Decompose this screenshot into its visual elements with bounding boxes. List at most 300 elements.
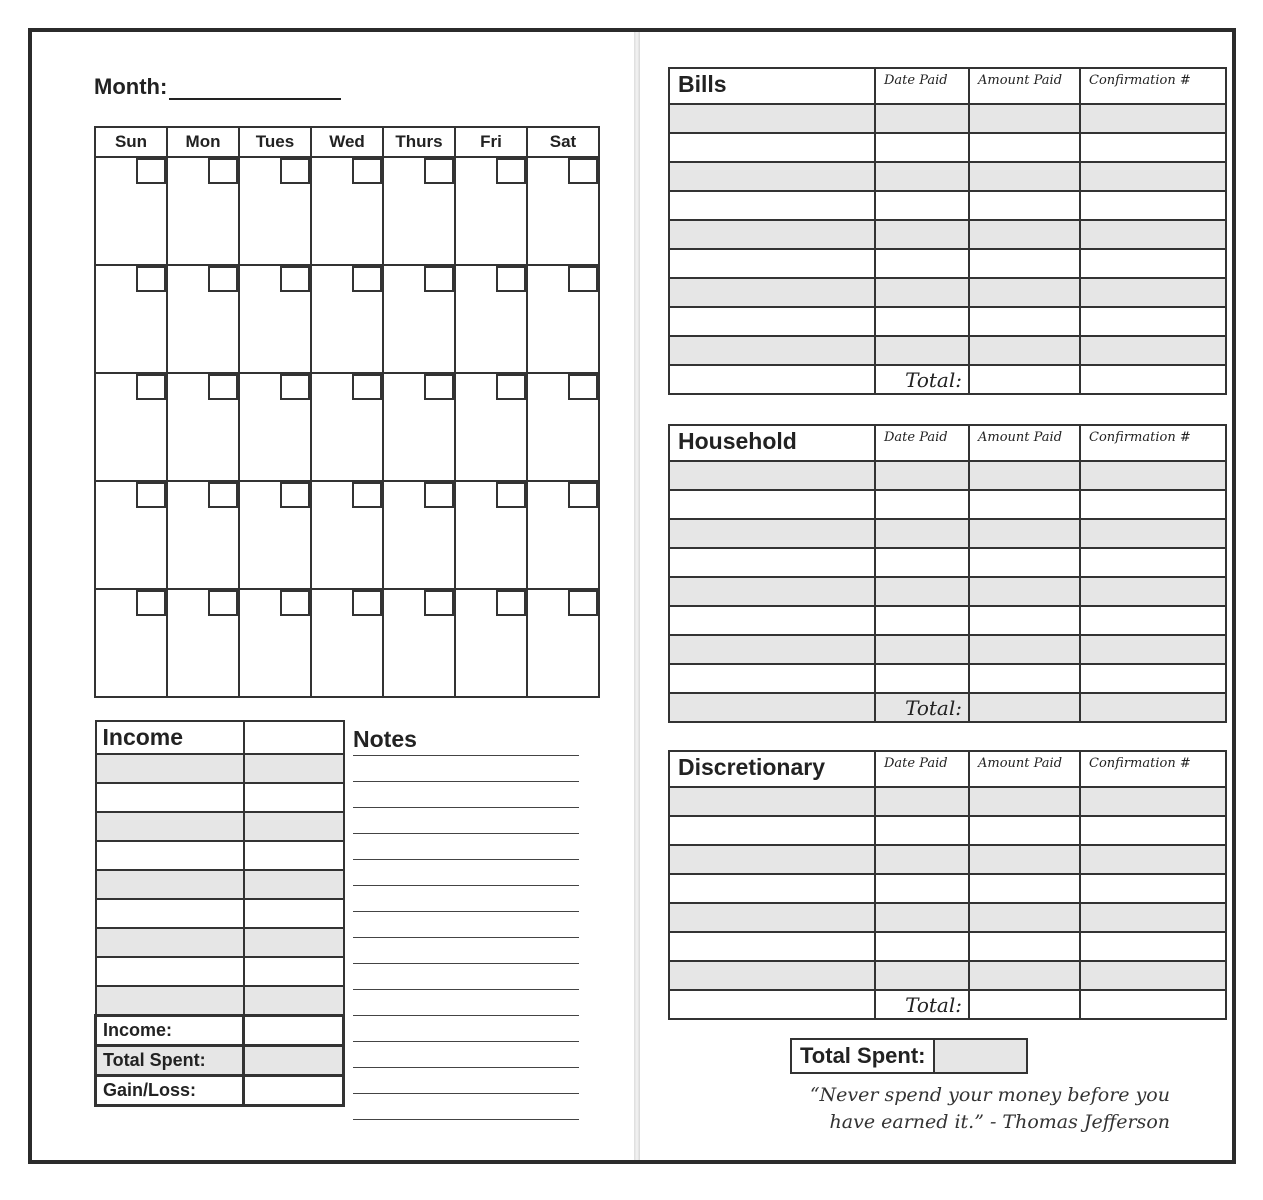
- expense-name-cell[interactable]: [669, 874, 875, 903]
- day-header-sun: Sun: [95, 127, 167, 157]
- household-total-label: Total:: [875, 693, 969, 722]
- notes-line[interactable]: [353, 1094, 579, 1120]
- household-row: [669, 635, 1226, 664]
- date-number-box[interactable]: [136, 590, 166, 616]
- date-number-box[interactable]: [352, 590, 382, 616]
- bill-row: [669, 278, 1226, 307]
- household-row: [669, 606, 1226, 635]
- household-title: Household: [669, 425, 875, 461]
- date-paid-cell[interactable]: [875, 278, 969, 307]
- date-number-box[interactable]: [568, 266, 598, 292]
- bill-name-cell[interactable]: [669, 249, 875, 278]
- calendar-day-cell[interactable]: [455, 373, 527, 481]
- date-paid-cell[interactable]: [875, 664, 969, 693]
- calendar-day-cell[interactable]: [239, 481, 311, 589]
- date-number-box[interactable]: [424, 158, 454, 184]
- spent-total-label: Total Spent:: [96, 1046, 244, 1076]
- calendar-day-cell[interactable]: [167, 157, 239, 265]
- calendar-day-cell[interactable]: [383, 589, 455, 697]
- date-number-box[interactable]: [352, 482, 382, 508]
- date-paid-cell[interactable]: [875, 220, 969, 249]
- date-number-box[interactable]: [208, 482, 238, 508]
- date-number-box[interactable]: [496, 374, 526, 400]
- income-header-blank: [244, 721, 344, 754]
- month-label: Month:: [94, 74, 168, 99]
- date-number-box[interactable]: [136, 482, 166, 508]
- income-source-cell[interactable]: [96, 841, 244, 870]
- confirmation-cell[interactable]: [1080, 162, 1226, 191]
- amount-paid-cell[interactable]: [969, 162, 1080, 191]
- calendar-week: [95, 373, 599, 481]
- household-row: [669, 461, 1226, 490]
- date-paid-cell[interactable]: [875, 191, 969, 220]
- calendar-day-cell[interactable]: [95, 481, 167, 589]
- amount-paid-cell[interactable]: [969, 845, 1080, 874]
- notes-line[interactable]: [353, 808, 579, 834]
- discretionary-table: [668, 750, 1227, 1020]
- date-paid-cell[interactable]: [875, 249, 969, 278]
- date-number-box[interactable]: [424, 482, 454, 508]
- discretionary-row: [669, 845, 1226, 874]
- expense-name-cell[interactable]: [669, 961, 875, 990]
- quote-line-1: “Never spend your money before you: [809, 1084, 1170, 1106]
- date-number-box[interactable]: [424, 266, 454, 292]
- amount-paid-cell[interactable]: [969, 635, 1080, 664]
- discretionary-row: [669, 932, 1226, 961]
- date-number-box[interactable]: [496, 266, 526, 292]
- expense-name-cell[interactable]: [669, 519, 875, 548]
- date-number-box[interactable]: [352, 158, 382, 184]
- date-paid-cell[interactable]: [875, 635, 969, 664]
- calendar-day-cell[interactable]: [239, 373, 311, 481]
- confirmation-cell[interactable]: [1080, 104, 1226, 133]
- expense-name-cell[interactable]: [669, 816, 875, 845]
- discretionary-total-label: Total:: [875, 990, 969, 1019]
- notes-line[interactable]: [353, 782, 579, 808]
- confirmation-cell[interactable]: [1080, 903, 1226, 932]
- calendar-day-cell[interactable]: [383, 157, 455, 265]
- income-row: [96, 957, 344, 986]
- confirmation-cell[interactable]: [1080, 307, 1226, 336]
- income-source-cell[interactable]: [96, 928, 244, 957]
- expense-name-cell[interactable]: [669, 548, 875, 577]
- date-paid-cell[interactable]: [875, 787, 969, 816]
- expense-name-cell[interactable]: [669, 932, 875, 961]
- day-header-fri: Fri: [455, 127, 527, 157]
- calendar-day-cell[interactable]: [95, 265, 167, 373]
- notes-line[interactable]: [353, 964, 579, 990]
- date-number-box[interactable]: [568, 374, 598, 400]
- calendar-day-cell[interactable]: [527, 373, 599, 481]
- date-number-box[interactable]: [496, 482, 526, 508]
- confirmation-cell[interactable]: [1080, 932, 1226, 961]
- income-amount-cell[interactable]: [244, 783, 344, 812]
- quote-line-2: have earned it.” - Thomas Jefferson: [829, 1111, 1170, 1133]
- date-paid-cell[interactable]: [875, 133, 969, 162]
- calendar-day-cell[interactable]: [311, 589, 383, 697]
- amount-paid-cell[interactable]: [969, 787, 1080, 816]
- income-amount-cell[interactable]: [244, 754, 344, 783]
- notes-line[interactable]: [353, 912, 579, 938]
- notes-line[interactable]: [353, 1016, 579, 1042]
- calendar-day-cell[interactable]: [311, 157, 383, 265]
- confirmation-cell[interactable]: [1080, 635, 1226, 664]
- expense-name-cell[interactable]: [669, 606, 875, 635]
- income-source-cell[interactable]: [96, 812, 244, 841]
- day-header-thurs: Thurs: [383, 127, 455, 157]
- confirmation-header: Confirmation #: [1080, 751, 1226, 787]
- amount-paid-cell[interactable]: [969, 307, 1080, 336]
- date-paid-header: Date Paid: [875, 751, 969, 787]
- calendar-day-cell[interactable]: [527, 265, 599, 373]
- date-number-box[interactable]: [136, 374, 166, 400]
- calendar-day-cell[interactable]: [527, 157, 599, 265]
- day-header-sat: Sat: [527, 127, 599, 157]
- bill-row: [669, 249, 1226, 278]
- income-row: [96, 754, 344, 783]
- date-paid-cell[interactable]: [875, 548, 969, 577]
- household-total-extra-cell[interactable]: [1080, 693, 1226, 722]
- bills-total-extra-cell[interactable]: [1080, 365, 1226, 394]
- date-paid-cell[interactable]: [875, 903, 969, 932]
- date-number-box[interactable]: [496, 158, 526, 184]
- calendar-day-cell[interactable]: [311, 481, 383, 589]
- calendar-day-cell[interactable]: [167, 589, 239, 697]
- calendar-day-cell[interactable]: [167, 265, 239, 373]
- notes-line[interactable]: [353, 1042, 579, 1068]
- expense-name-cell[interactable]: [669, 787, 875, 816]
- notes-line[interactable]: [353, 834, 579, 860]
- calendar-day-cell[interactable]: [167, 373, 239, 481]
- income-source-cell[interactable]: [96, 899, 244, 928]
- calendar-day-cell[interactable]: [167, 481, 239, 589]
- bill-row: [669, 104, 1226, 133]
- notes-line[interactable]: [353, 756, 579, 782]
- amount-paid-cell[interactable]: [969, 816, 1080, 845]
- notes-line[interactable]: [353, 938, 579, 964]
- date-paid-cell[interactable]: [875, 845, 969, 874]
- amount-paid-header: Amount Paid: [969, 425, 1080, 461]
- confirmation-cell[interactable]: [1080, 191, 1226, 220]
- amount-paid-cell[interactable]: [969, 461, 1080, 490]
- income-amount-cell[interactable]: [244, 841, 344, 870]
- month-input-line[interactable]: [169, 78, 341, 100]
- confirmation-cell[interactable]: [1080, 490, 1226, 519]
- amount-paid-cell[interactable]: [969, 606, 1080, 635]
- date-paid-header: Date Paid: [875, 68, 969, 104]
- date-number-box[interactable]: [496, 590, 526, 616]
- calendar-week: [95, 589, 599, 697]
- household-table: [668, 424, 1227, 723]
- income-row: [96, 928, 344, 957]
- income-total-label: Income:: [96, 1016, 244, 1046]
- date-number-box[interactable]: [568, 590, 598, 616]
- discretionary-total-blank: [669, 990, 875, 1019]
- discretionary-total-extra-cell[interactable]: [1080, 990, 1226, 1019]
- expense-name-cell[interactable]: [669, 903, 875, 932]
- planner-spread: [28, 28, 1236, 1164]
- amount-paid-cell[interactable]: [969, 133, 1080, 162]
- discretionary-row: [669, 816, 1226, 845]
- date-number-box[interactable]: [208, 266, 238, 292]
- date-number-box[interactable]: [352, 266, 382, 292]
- notes-line[interactable]: [353, 990, 579, 1016]
- day-header-wed: Wed: [311, 127, 383, 157]
- confirmation-cell[interactable]: [1080, 961, 1226, 990]
- date-paid-cell[interactable]: [875, 307, 969, 336]
- household-row: [669, 548, 1226, 577]
- bill-row: [669, 133, 1226, 162]
- expense-name-cell[interactable]: [669, 635, 875, 664]
- amount-paid-cell[interactable]: [969, 519, 1080, 548]
- calendar-week: [95, 481, 599, 589]
- calendar-header-row: [95, 127, 599, 157]
- income-row: [96, 841, 344, 870]
- confirmation-cell[interactable]: [1080, 845, 1226, 874]
- amount-paid-cell[interactable]: [969, 874, 1080, 903]
- calendar-day-cell[interactable]: [95, 157, 167, 265]
- income-amount-cell[interactable]: [244, 986, 344, 1016]
- bill-name-cell[interactable]: [669, 133, 875, 162]
- date-number-box[interactable]: [424, 374, 454, 400]
- book-spine: [634, 32, 640, 1160]
- bills-total-blank: [669, 365, 875, 394]
- household-total-blank: [669, 693, 875, 722]
- date-paid-cell[interactable]: [875, 816, 969, 845]
- income-amount-cell[interactable]: [244, 870, 344, 899]
- income-source-cell[interactable]: [96, 957, 244, 986]
- calendar-day-cell[interactable]: [239, 589, 311, 697]
- spent-total-row: [96, 1046, 344, 1076]
- confirmation-cell[interactable]: [1080, 249, 1226, 278]
- bills-total-row: [669, 365, 1226, 394]
- date-paid-cell[interactable]: [875, 336, 969, 365]
- income-row: [96, 812, 344, 841]
- amount-paid-header: Amount Paid: [969, 751, 1080, 787]
- income-row: [96, 986, 344, 1016]
- bill-name-cell[interactable]: [669, 162, 875, 191]
- amount-paid-header: Amount Paid: [969, 68, 1080, 104]
- confirmation-cell[interactable]: [1080, 606, 1226, 635]
- amount-paid-cell[interactable]: [969, 577, 1080, 606]
- gain-loss-label: Gain/Loss:: [96, 1076, 244, 1106]
- bill-name-cell[interactable]: [669, 278, 875, 307]
- confirmation-cell[interactable]: [1080, 577, 1226, 606]
- bills-title: Bills: [669, 68, 875, 104]
- bills-total-label: Total:: [875, 365, 969, 394]
- date-number-box[interactable]: [280, 374, 310, 400]
- date-number-box[interactable]: [352, 374, 382, 400]
- date-number-box[interactable]: [424, 590, 454, 616]
- calendar-day-cell[interactable]: [455, 265, 527, 373]
- expense-name-cell[interactable]: [669, 664, 875, 693]
- date-number-box[interactable]: [280, 158, 310, 184]
- calendar-day-cell[interactable]: [383, 481, 455, 589]
- income-amount-cell[interactable]: [244, 928, 344, 957]
- confirmation-cell[interactable]: [1080, 816, 1226, 845]
- bills-header-row: [669, 68, 1226, 104]
- household-row: [669, 664, 1226, 693]
- amount-paid-cell[interactable]: [969, 104, 1080, 133]
- total-spent-cell[interactable]: [934, 1039, 1027, 1073]
- notes-line[interactable]: [353, 860, 579, 886]
- discretionary-header-row: [669, 751, 1226, 787]
- date-number-box[interactable]: [568, 482, 598, 508]
- confirmation-cell[interactable]: [1080, 133, 1226, 162]
- amount-paid-cell[interactable]: [969, 220, 1080, 249]
- total-spent-row: [791, 1039, 1027, 1073]
- calendar-day-cell[interactable]: [455, 481, 527, 589]
- gain-loss-row: [96, 1076, 344, 1106]
- bill-row: [669, 336, 1226, 365]
- household-row: [669, 519, 1226, 548]
- confirmation-header: Confirmation #: [1080, 68, 1226, 104]
- total-spent-box: [790, 1038, 1028, 1074]
- date-number-box[interactable]: [208, 158, 238, 184]
- bill-row: [669, 307, 1226, 336]
- discretionary-title: Discretionary: [669, 751, 875, 787]
- income-amount-cell[interactable]: [244, 899, 344, 928]
- amount-paid-cell[interactable]: [969, 278, 1080, 307]
- date-number-box[interactable]: [136, 266, 166, 292]
- notes-section: [353, 726, 579, 1120]
- income-total-cell[interactable]: [244, 1016, 344, 1046]
- household-row: [669, 490, 1226, 519]
- income-table: [94, 720, 345, 1107]
- bill-name-cell[interactable]: [669, 104, 875, 133]
- date-paid-cell[interactable]: [875, 162, 969, 191]
- bill-name-cell[interactable]: [669, 336, 875, 365]
- date-paid-cell[interactable]: [875, 932, 969, 961]
- income-header-row: [96, 721, 344, 754]
- date-number-box[interactable]: [568, 158, 598, 184]
- income-total-row: [96, 1016, 344, 1046]
- calendar-day-cell[interactable]: [311, 265, 383, 373]
- notes-line[interactable]: [353, 1068, 579, 1094]
- date-number-box[interactable]: [208, 590, 238, 616]
- date-number-box[interactable]: [280, 482, 310, 508]
- confirmation-cell[interactable]: [1080, 336, 1226, 365]
- discretionary-row: [669, 961, 1226, 990]
- calendar-day-cell[interactable]: [95, 589, 167, 697]
- discretionary-total-row: [669, 990, 1226, 1019]
- expense-name-cell[interactable]: [669, 577, 875, 606]
- date-paid-cell[interactable]: [875, 104, 969, 133]
- bill-row: [669, 191, 1226, 220]
- calendar-day-cell[interactable]: [239, 265, 311, 373]
- calendar-day-cell[interactable]: [383, 265, 455, 373]
- amount-paid-cell[interactable]: [969, 191, 1080, 220]
- bill-name-cell[interactable]: [669, 220, 875, 249]
- confirmation-cell[interactable]: [1080, 874, 1226, 903]
- household-row: [669, 577, 1226, 606]
- date-paid-cell[interactable]: [875, 519, 969, 548]
- date-number-box[interactable]: [280, 590, 310, 616]
- gain-loss-cell[interactable]: [244, 1076, 344, 1106]
- day-header-mon: Mon: [167, 127, 239, 157]
- income-row: [96, 783, 344, 812]
- confirmation-cell[interactable]: [1080, 220, 1226, 249]
- amount-paid-cell[interactable]: [969, 961, 1080, 990]
- confirmation-cell[interactable]: [1080, 664, 1226, 693]
- confirmation-cell[interactable]: [1080, 278, 1226, 307]
- calendar-week: [95, 265, 599, 373]
- confirmation-header: Confirmation #: [1080, 425, 1226, 461]
- amount-paid-cell[interactable]: [969, 932, 1080, 961]
- date-paid-cell[interactable]: [875, 606, 969, 635]
- bills-table: [668, 67, 1227, 395]
- bill-name-cell[interactable]: [669, 191, 875, 220]
- household-header-row: [669, 425, 1226, 461]
- calendar-day-cell[interactable]: [95, 373, 167, 481]
- income-title: Income: [96, 721, 244, 754]
- bill-name-cell[interactable]: [669, 307, 875, 336]
- amount-paid-cell[interactable]: [969, 336, 1080, 365]
- date-paid-cell[interactable]: [875, 490, 969, 519]
- income-row: [96, 870, 344, 899]
- income-source-cell[interactable]: [96, 870, 244, 899]
- date-paid-header: Date Paid: [875, 425, 969, 461]
- confirmation-cell[interactable]: [1080, 787, 1226, 816]
- calendar-day-cell[interactable]: [455, 589, 527, 697]
- notes-line[interactable]: [353, 886, 579, 912]
- confirmation-cell[interactable]: [1080, 548, 1226, 577]
- household-total-row: [669, 693, 1226, 722]
- income-source-cell[interactable]: [96, 783, 244, 812]
- income-source-cell[interactable]: [96, 754, 244, 783]
- date-number-box[interactable]: [208, 374, 238, 400]
- date-paid-cell[interactable]: [875, 874, 969, 903]
- amount-paid-cell[interactable]: [969, 490, 1080, 519]
- calendar-day-cell[interactable]: [527, 589, 599, 697]
- date-paid-cell[interactable]: [875, 961, 969, 990]
- bill-row: [669, 220, 1226, 249]
- month-heading: [94, 74, 341, 100]
- household-total-amount-cell[interactable]: [969, 693, 1080, 722]
- day-header-tues: Tues: [239, 127, 311, 157]
- discretionary-row: [669, 787, 1226, 816]
- calendar-grid: [94, 126, 600, 698]
- expense-name-cell[interactable]: [669, 490, 875, 519]
- amount-paid-cell[interactable]: [969, 903, 1080, 932]
- amount-paid-cell[interactable]: [969, 249, 1080, 278]
- calendar-day-cell[interactable]: [383, 373, 455, 481]
- income-amount-cell[interactable]: [244, 812, 344, 841]
- date-number-box[interactable]: [280, 266, 310, 292]
- calendar-week: [95, 157, 599, 265]
- calendar-day-cell[interactable]: [455, 157, 527, 265]
- confirmation-cell[interactable]: [1080, 461, 1226, 490]
- expense-name-cell[interactable]: [669, 845, 875, 874]
- calendar-day-cell[interactable]: [239, 157, 311, 265]
- expense-name-cell[interactable]: [669, 461, 875, 490]
- date-number-box[interactable]: [136, 158, 166, 184]
- date-paid-cell[interactable]: [875, 577, 969, 606]
- income-source-cell[interactable]: [96, 986, 244, 1016]
- bills-total-amount-cell[interactable]: [969, 365, 1080, 394]
- income-amount-cell[interactable]: [244, 957, 344, 986]
- amount-paid-cell[interactable]: [969, 548, 1080, 577]
- date-paid-cell[interactable]: [875, 461, 969, 490]
- spent-total-cell[interactable]: [244, 1046, 344, 1076]
- income-row: [96, 899, 344, 928]
- calendar-day-cell[interactable]: [311, 373, 383, 481]
- calendar-day-cell[interactable]: [527, 481, 599, 589]
- amount-paid-cell[interactable]: [969, 664, 1080, 693]
- discretionary-total-amount-cell[interactable]: [969, 990, 1080, 1019]
- confirmation-cell[interactable]: [1080, 519, 1226, 548]
- bill-row: [669, 162, 1226, 191]
